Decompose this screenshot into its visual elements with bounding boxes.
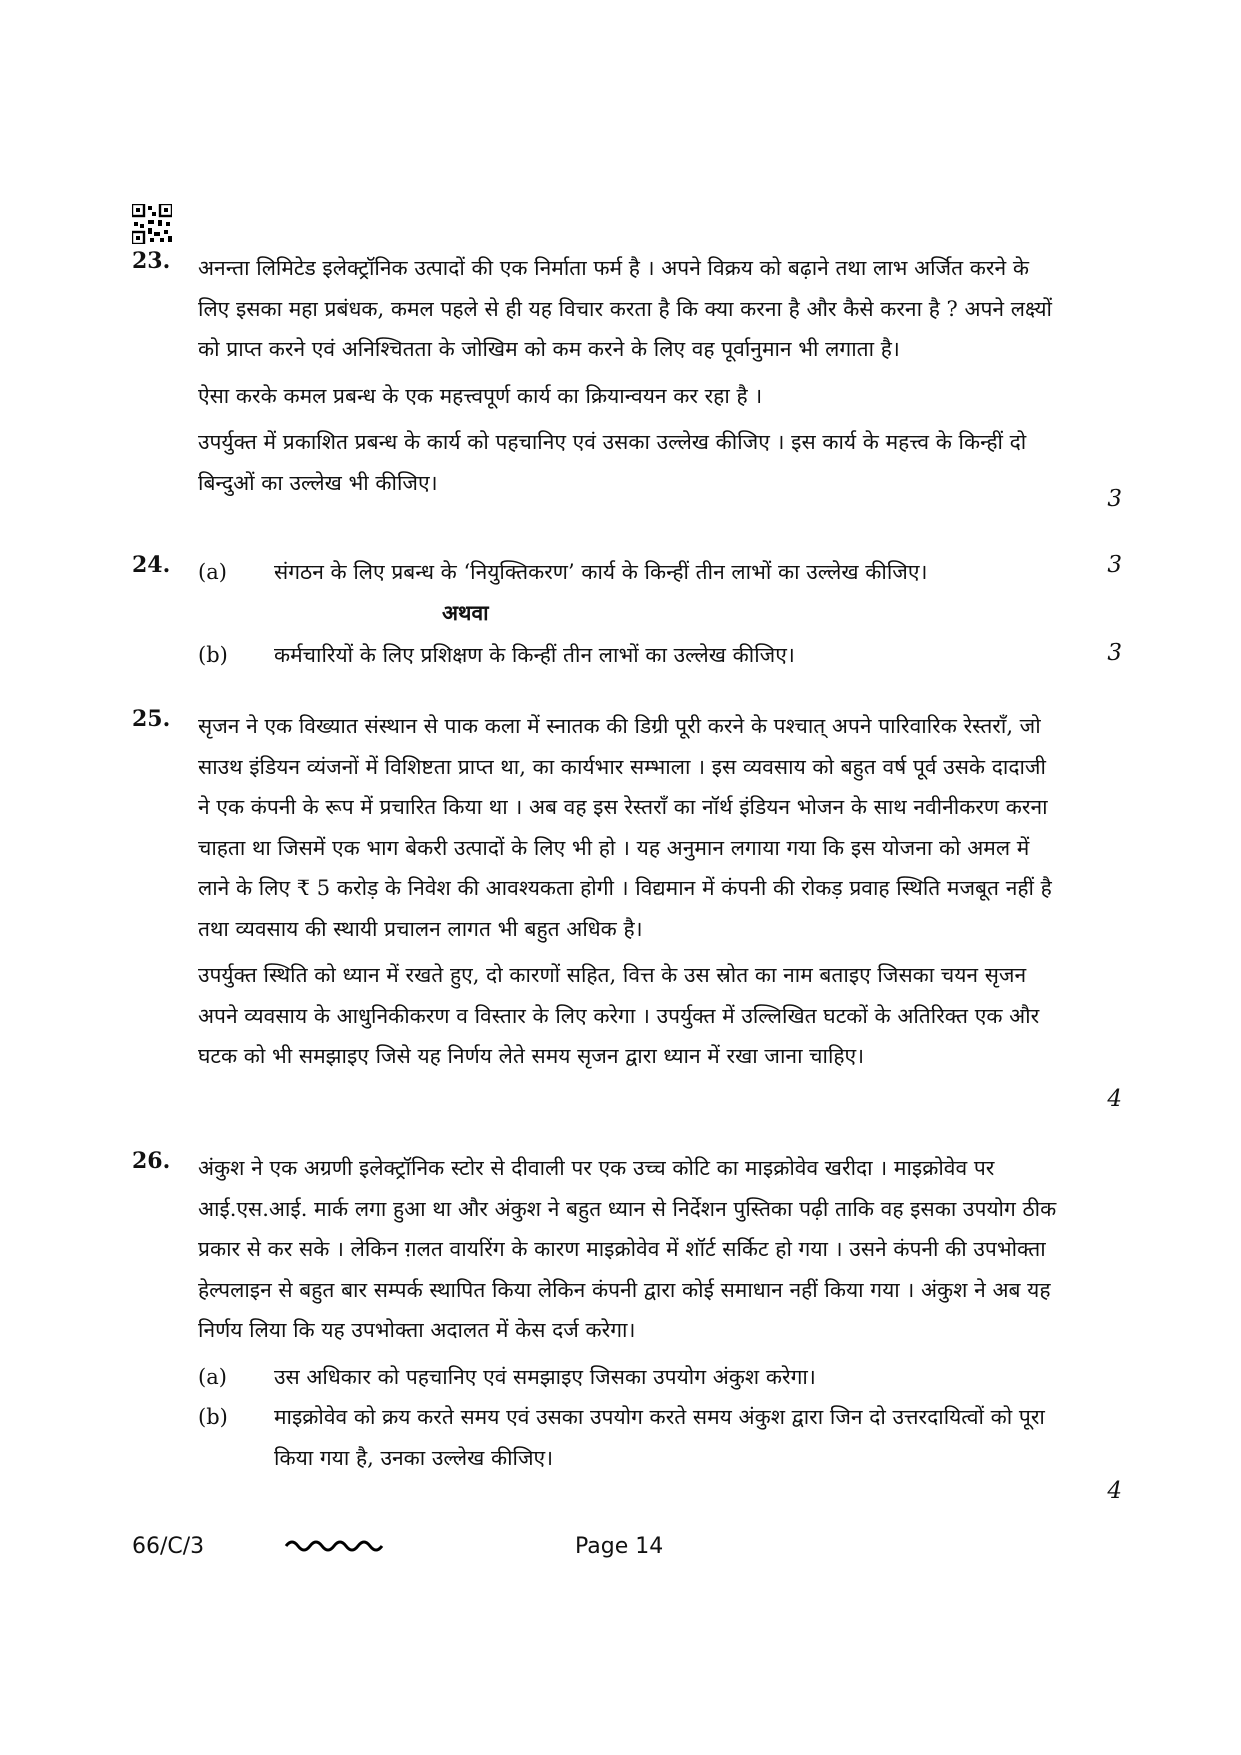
question-paragraph: उपर्युक्त स्थिति को ध्यान में रखते हुए, दो कारणों सहित, वित्त के उस स्रोत का नाम बताइए जिसका चयन सृजन अपने व्यवसाय के आधुनिकीकरण व विस्तार के लिए करेगा । उपर्युक्त में उल्लिखित घटकों के अतिरिक्त एक और घटक को भी समझाइए जिसे यह निर्णय लेते समय सृजन द्वारा ध्यान में रखा जाना चाहिए। — [198, 963, 1040, 1068]
wave-ornament-icon — [284, 1534, 384, 1558]
question-paragraph: सृजन ने एक विख्यात संस्थान से पाक कला में स्नातक की डिग्री पूरी करने के पश्चात् अपने पारिवारिक रेस्तराँ, जो साउथ इंडियन व्यंजनों में विशिष्टता प्राप्त था, का कार्यभार सम्भाला । इस व्यवसाय को बहुत वर्ष पूर्व उसके दादाजी ने एक कंपनी के रूप में प्रचारित किया था । अब वह इस रेस्तराँ का नॉर्थ इंडियन भोजन के साथ नवीनीकरण करना चाहता था जिसमें एक भाग बेकरी उत्पादों के लिए भी हो । यह अनुमान लगाया गया कि इस योजना को अमल में लाने के लिए ₹ 5 करोड़ के निवेश की आवश्यकता होगी । विद्यमान में कंपनी की रोकड़ प्रवाह स्थिति मजबूत नहीं है तथा व्यवसाय की स्थायी प्रचालन लागत भी बहुत अधिक है। — [198, 714, 1052, 941]
question-paragraph: अंकुश ने एक अग्रणी इलेक्ट्रॉनिक स्टोर से दीवाली पर एक उच्च कोटि का माइक्रोवेव खरीदा । माइक्रोवेव पर आई.एस.आई. मार्क लगा हुआ था और अंकुश ने बहुत ध्यान से निर्देशन पुस्तिका पढ़ी ताकि वह इसका उपयोग ठीक प्रकार से कर सके । लेकिन ग़लत वायरिंग के कारण माइक्रोवेव में शॉर्ट सर्किट हो गया । उसने कंपनी की उपभोक्ता हेल्पलाइन से बहुत बार सम्पर्क स्थापित किया लेकिन कंपनी द्वारा कोई समाधान नहीं किया गया । अंकुश ने अब यह निर्णय लिया कि यह उपभोक्ता अदालत में केस दर्ज करेगा। — [198, 1156, 1057, 1342]
part-label: (b) — [198, 642, 228, 667]
question-number: 26. — [132, 1148, 171, 1174]
part-text: संगठन के लिए प्रबन्ध के ‘नियुक्तिकरण’ कार्य के किन्हीं तीन लाभों का उल्लेख कीजिए। — [274, 560, 928, 584]
question-body — [198, 1148, 1064, 1351]
marks: 3 — [1107, 486, 1122, 512]
marks: 3 — [1107, 552, 1122, 578]
question-24 — [132, 552, 1122, 675]
question-25 — [132, 706, 1122, 1112]
part-text: कर्मचारियों के लिए प्रशिक्षण के किन्हीं तीन लाभों का उल्लेख कीजिए। — [274, 642, 795, 667]
question-number: 23. — [132, 248, 171, 274]
part-text: माइक्रोवेव को क्रय करते समय एवं उसका उपयोग करते समय अंकुश द्वारा जिन दो उत्तरदायित्वों को पूरा किया गया है, उनका उल्लेख कीजिए। — [274, 1405, 1045, 1470]
marks: 4 — [1107, 1478, 1122, 1504]
question-paragraph: ऐसा करके कमल प्रबन्ध के एक महत्त्वपूर्ण कार्य का क्रियान्वयन कर रहा है । — [198, 383, 763, 408]
part-label: (a) — [198, 560, 227, 584]
question-paragraph: उपर्युक्त में प्रकाशित प्रबन्ध के कार्य को पहचानिए एवं उसका उल्लेख कीजिए । इस कार्य के महत्त्व के किन्हीं दो बिन्दुओं का उल्लेख भी कीजिए। — [198, 430, 1027, 495]
paper-code: 66/C/3 — [132, 1534, 205, 1559]
question-26 — [132, 1148, 1122, 1504]
or-label: अथवा — [442, 599, 489, 625]
question-part-b — [198, 635, 1064, 676]
part-label: (a) — [198, 1364, 227, 1389]
page-footer — [132, 1530, 1122, 1570]
question-paragraph: अनन्ता लिमिटेड इलेक्ट्रॉनिक उत्पादों की एक निर्माता फर्म है । अपने विक्रय को बढ़ाने तथा लाभ अर्जित करने के लिए इसका महा प्रबंधक, कमल पहले से ही यह विचार करता है कि क्या करना है और कैसे करना है ? अपने लक्ष्यों को प्राप्त करने एवं अनिश्चितता के जोखिम को कम करने के लिए वह पूर्वानुमान भी लगाता है। — [198, 256, 1052, 361]
part-text: उस अधिकार को पहचानिए एवं समझाइए जिसका उपयोग अंकुश करेगा। — [274, 1364, 816, 1389]
question-body — [198, 248, 1064, 503]
page-number: Page 14 — [575, 1534, 664, 1559]
question-number: 24. — [132, 552, 171, 578]
question-23 — [132, 248, 1122, 512]
marks: 4 — [1107, 1086, 1122, 1112]
question-number: 25. — [132, 706, 171, 732]
question-part-b — [198, 1397, 1064, 1478]
question-part-a — [198, 552, 1064, 593]
marks: 3 — [1107, 640, 1122, 666]
part-label: (b) — [198, 1405, 228, 1429]
question-body — [198, 706, 1064, 1077]
qr-code-icon — [132, 204, 172, 244]
question-part-a — [198, 1357, 1064, 1398]
